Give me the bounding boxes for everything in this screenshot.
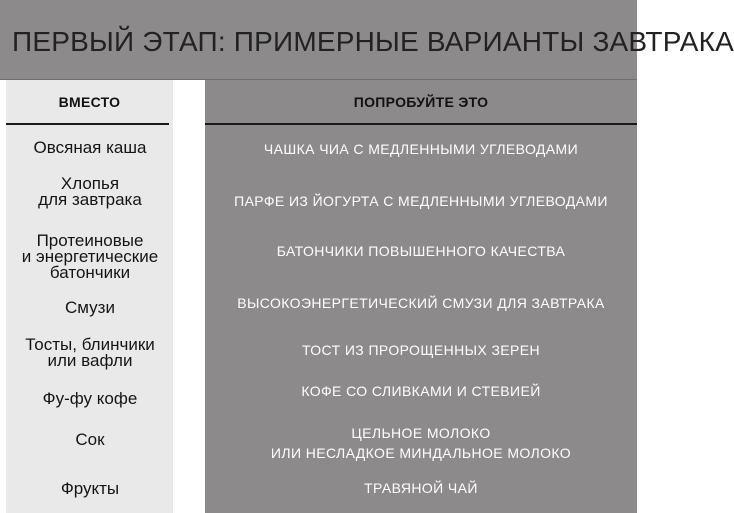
try-this-cell	[205, 478, 637, 498]
try-this-line: ТОСТ ИЗ ПРОРОЩЕННЫХ ЗЕРЕН	[301, 342, 541, 358]
instead-cell	[0, 481, 180, 497]
instead-line: Фрукты	[60, 479, 120, 498]
instead-line: или вафли	[47, 351, 133, 370]
try-this-cell	[205, 241, 637, 261]
try-this-line: ЧАШКА ЧИА С МЕДЛЕННЫМИ УГЛЕВОДАМИ	[263, 141, 579, 157]
instead-line: для завтрака	[38, 190, 142, 209]
instead-line: Фу-фу кофе	[42, 389, 138, 408]
instead-cell	[0, 300, 180, 316]
instead-cell	[0, 140, 180, 156]
try-this-line: ПАРФЕ ИЗ ЙОГУРТА С МЕДЛЕННЫМИ УГЛЕВОДАМИ	[234, 193, 608, 209]
page-title: ПЕРВЫЙ ЭТАП: ПРИМЕРНЫЕ ВАРИАНТЫ ЗАВТРАКА	[12, 26, 734, 57]
instead-line: и энергетические	[21, 247, 159, 266]
try-this-line: ВЫСОКОЭНЕРГЕТИЧЕСКИЙ СМУЗИ ДЛЯ ЗАВТРАКА	[237, 295, 605, 311]
instead-line: Тосты, блинчики	[25, 335, 155, 354]
instead-line: Смузи	[65, 298, 115, 317]
instead-cell	[0, 432, 180, 448]
try-this-header: ПОПРОБУЙТЕ ЭТО	[353, 94, 489, 110]
instead-cell	[0, 391, 180, 407]
instead-line: Протеиновые	[36, 231, 144, 250]
instead-line: Овсяная каша	[33, 138, 147, 157]
try-this-line: ЦЕЛЬНОЕ МОЛОКО	[351, 425, 491, 441]
title-bar	[0, 0, 734, 80]
try-this-line: ИЛИ НЕСЛАДКОЕ МИНДАЛЬНОЕ МОЛОКО	[270, 445, 572, 461]
instead-line: Хлопья	[60, 174, 120, 193]
instead-cell	[0, 337, 180, 369]
try-this-cell	[205, 293, 637, 313]
try-this-cell	[205, 340, 637, 360]
try-this-cell	[205, 191, 637, 211]
instead-cell	[0, 233, 180, 281]
try-this-line: БАТОНЧИКИ ПОВЫШЕННОГО КАЧЕСТВА	[276, 243, 566, 259]
try-this-line: КОФЕ СО СЛИВКАМИ И СТЕВИЕЙ	[301, 383, 541, 399]
try-this-line: ТРАВЯНОЙ ЧАЙ	[364, 480, 478, 496]
header-divider-left	[6, 123, 169, 125]
try-this-cell	[205, 381, 637, 401]
header-divider-right	[205, 123, 637, 125]
instead-cell	[0, 176, 180, 208]
instead-line: Сок	[75, 430, 105, 449]
instead-line: батончики	[49, 263, 131, 282]
try-this-cell	[205, 139, 637, 159]
try-this-cell	[205, 423, 637, 463]
instead-header: ВМЕСТО	[58, 94, 121, 110]
